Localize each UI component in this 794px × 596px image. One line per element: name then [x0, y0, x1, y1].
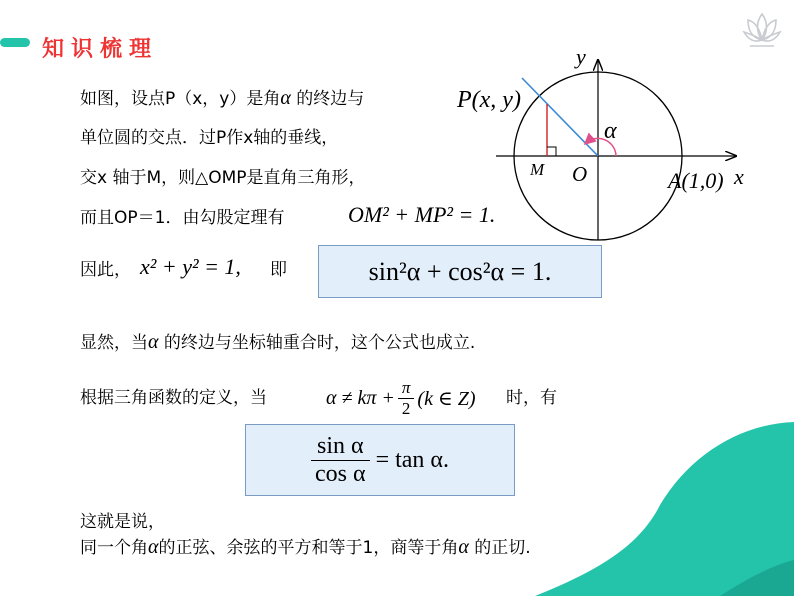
condition-left: α ≠ kπ + — [326, 386, 395, 409]
intro-line-1-prefix: 如图，设点P（x，y）是角 — [80, 89, 281, 109]
conclusion-prefix: 同一个角 — [80, 538, 148, 558]
fraction-numerator: π — [398, 378, 415, 399]
right-angle-mark — [547, 147, 556, 156]
page-title: 知识梳理 — [42, 36, 159, 62]
intro-line-2: 单位圆的交点．过P作x轴的垂线， — [80, 128, 339, 148]
quotient-numerator: sin α — [311, 433, 370, 461]
pythagorean-identity: sin²α + cos²α = 1. — [368, 256, 552, 286]
definition-suffix: 时，有 — [506, 388, 557, 408]
axis-remark-prefix: 显然，当 — [80, 333, 148, 353]
conclusion-mid: 的正弦、余弦的平方和等于1，商等于角 — [158, 538, 459, 558]
alpha-symbol: α — [280, 87, 291, 109]
conclusion-line-1: 这就是说， — [80, 512, 165, 532]
angle-alpha-label: α — [604, 118, 617, 144]
therefore-label: 因此， — [80, 260, 131, 280]
condition-right: (k ∈ Z) — [417, 387, 476, 410]
fraction-denominator: 2 — [401, 398, 411, 418]
alpha-symbol: α — [148, 536, 159, 558]
point-m-label: M — [530, 160, 545, 179]
terminal-side — [522, 78, 598, 156]
alpha-symbol: α — [458, 536, 469, 558]
origin-label: O — [572, 162, 588, 186]
circle-equation: x² + y² = 1, — [140, 254, 241, 279]
quotient-denominator: cos α — [314, 460, 366, 487]
point-p-label: P(x, y) — [457, 87, 521, 113]
intro-line-3: 交x 轴于M，则△OMP是直角三角形， — [80, 168, 366, 188]
namely-label: 即 — [270, 260, 287, 280]
definition-prefix: 根据三角函数的定义，当 — [80, 388, 267, 408]
x-axis-label: x — [734, 164, 744, 189]
alpha-symbol: α — [148, 331, 159, 353]
point-a-label: A(1,0) — [668, 168, 724, 193]
pythagoras-formula: OM² + MP² = 1. — [348, 202, 496, 227]
y-axis-label: y — [576, 44, 586, 69]
axis-remark-suffix: 的终边与坐标轴重合时，这个公式也成立. — [158, 333, 476, 353]
quotient-rhs: = tan α. — [375, 446, 450, 473]
intro-line-4: 而且OP＝1．由勾股定理有 — [80, 208, 285, 228]
intro-line-1-suffix: 的终边与 — [290, 89, 365, 109]
conclusion-suffix: 的正切. — [468, 538, 531, 558]
